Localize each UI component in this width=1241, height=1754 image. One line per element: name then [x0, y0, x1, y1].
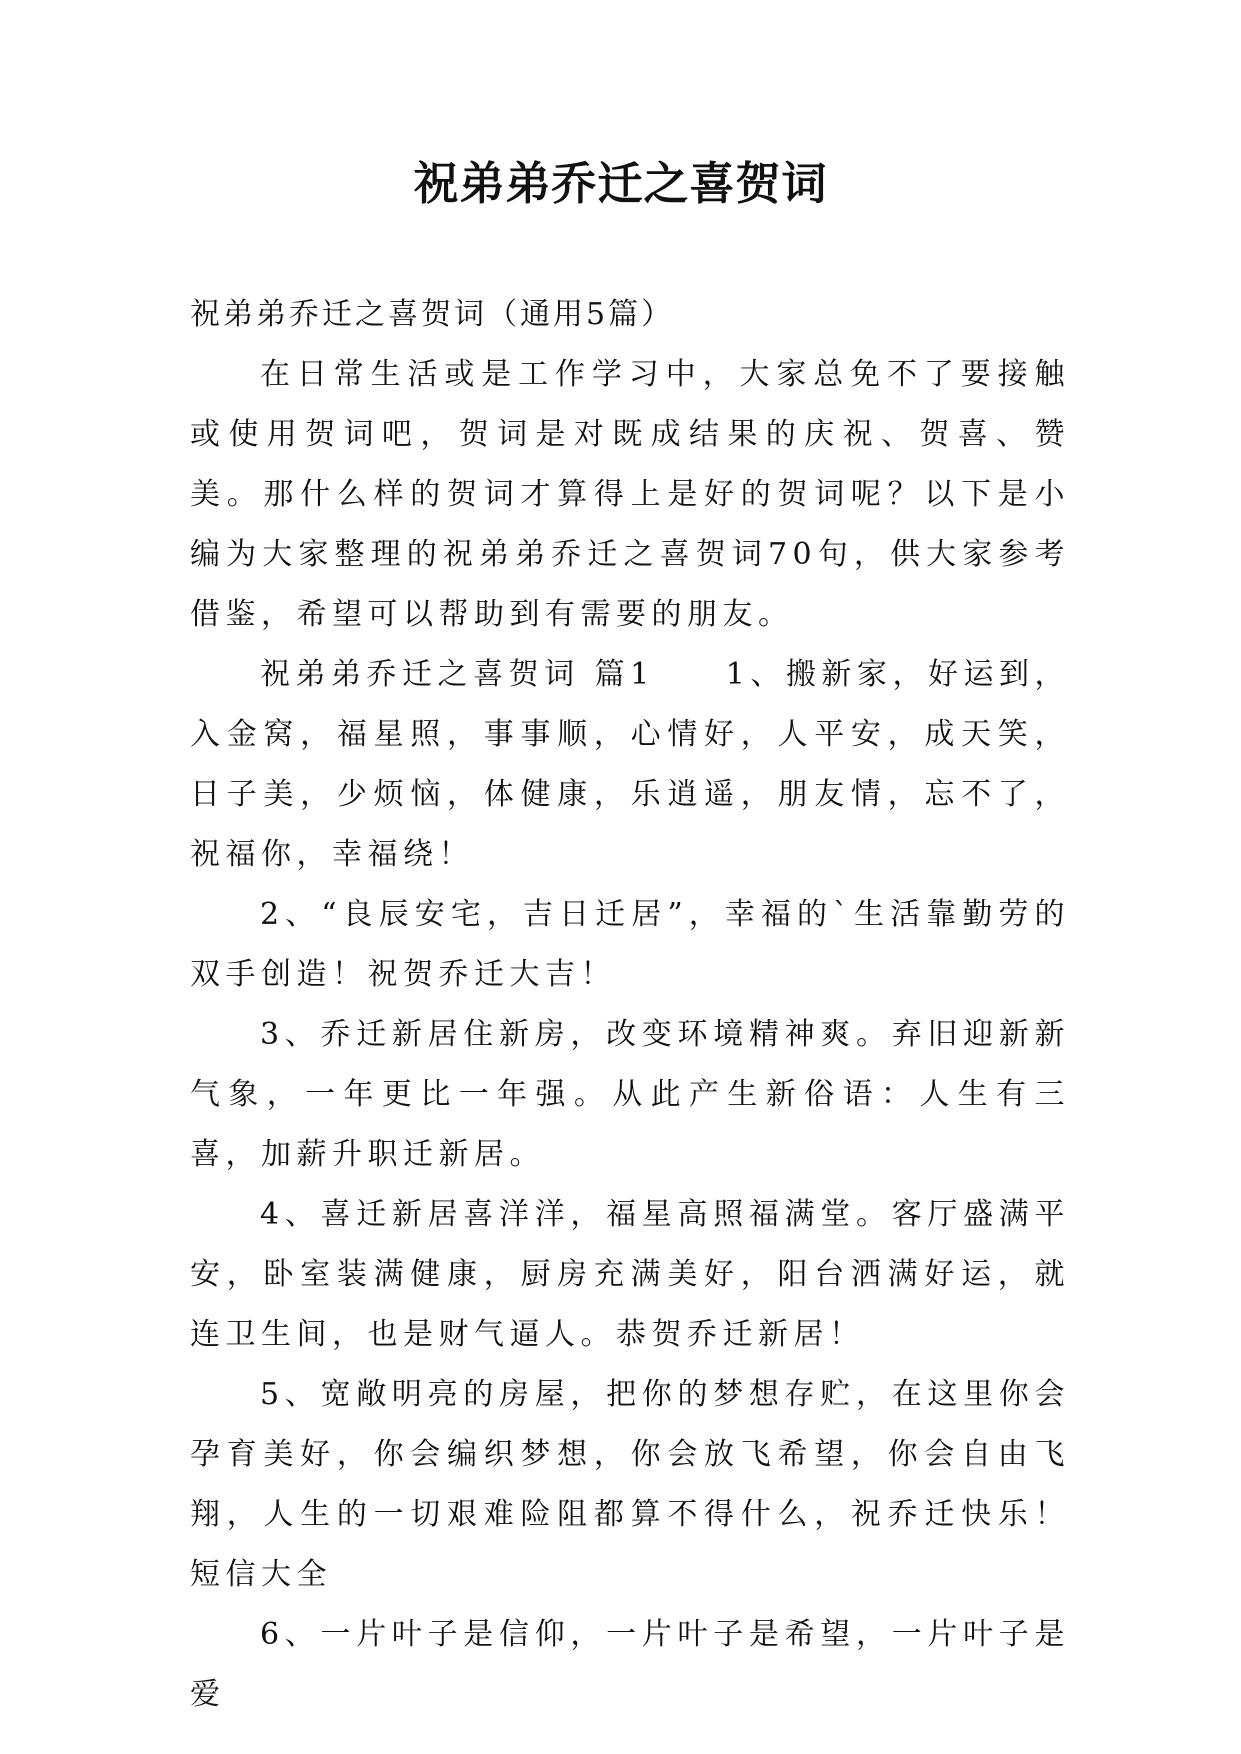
document-body [190, 285, 1070, 1725]
item-5-paragraph: 5、宽敞明亮的房屋，把你的梦想存贮，在这里你会孕育美好，你会编织梦想，你会放飞希望，你会自由飞翔，人生的一切艰难险阻都算不得什么，祝乔迁快乐！短信大全 [190, 1377, 1070, 1592]
document-subtitle: 祝弟弟乔迁之喜贺词（通用5篇） [190, 297, 675, 332]
item-6-paragraph: 6、一片叶子是信仰，一片叶子是希望，一片叶子是爱 [190, 1617, 1070, 1712]
document-title: 祝弟弟乔迁之喜贺词 [413, 157, 828, 210]
item-2-paragraph: 2、“良辰安宅，吉日迁居”，幸福的`生活靠勤劳的双手创造！祝贺乔迁大吉！ [190, 897, 1070, 992]
item-3-paragraph: 3、乔迁新居住新房，改变环境精神爽。弃旧迎新新气象，一年更比一年强。从此产生新俗语：人生有三喜，加薪升职迁新居。 [190, 1017, 1070, 1172]
section-1-paragraph: 祝弟弟乔迁之喜贺词 篇1 1、搬新家，好运到，入金窝，福星照，事事顺，心情好，人平安，成天笑，日子美，少烦恼，体健康，乐逍遥，朋友情，忘不了，祝福你，幸福绕！ [190, 657, 1070, 872]
intro-paragraph: 在日常生活或是工作学习中，大家总免不了要接触或使用贺词吧，贺词是对既成结果的庆祝、贺喜、赞美。那什么样的贺词才算得上是好的贺词呢？以下是小编为大家整理的祝弟弟乔迁之喜贺词70句，供大家参考借鉴，希望可以帮助到有需要的朋友。 [190, 357, 1070, 632]
item-4-paragraph: 4、喜迁新居喜洋洋，福星高照福满堂。客厅盛满平安，卧室装满健康，厨房充满美好，阳台洒满好运，就连卫生间，也是财气逼人。恭贺乔迁新居！ [190, 1197, 1070, 1352]
